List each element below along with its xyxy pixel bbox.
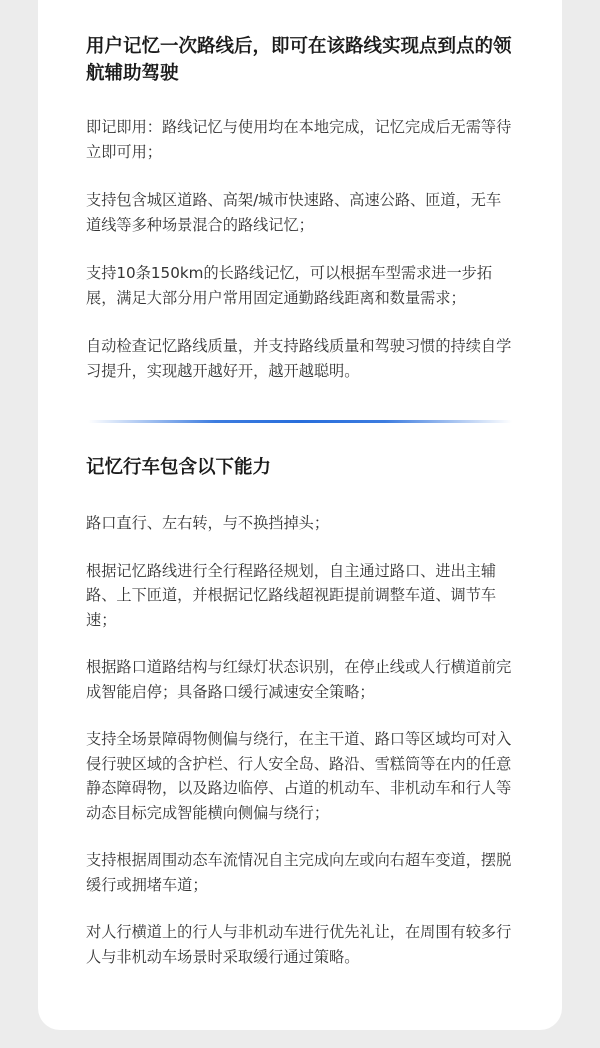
paragraph: 路口直行、左右转，与不换挡掉头； [86, 514, 329, 532]
paragraph: 支持全场景障碍物侧偏与绕行，在主干道、路口等区域均可对入侵行驶区域的含护栏、行人安全岛、路沿、雪糕筒等在内的任意静态障碍物，以及路边临停、占道的机动车、非机动车和行人等动态目标完成智能横向侧偏与绕行； [86, 730, 512, 822]
paragraph: 对人行横道上的行人与非机动车进行优先礼让，在周围有较多行人与非机动车场景时采取缓行通过策略。 [86, 923, 512, 966]
section-route-memory [86, 0, 514, 383]
article-card [38, 0, 562, 1030]
paragraph: 支持包含城区道路、高架/城市快速路、高速公路、匝道，无车道线等多种场景混合的路线记忆； [86, 191, 502, 234]
section-divider [88, 420, 512, 423]
section-title: 用户记忆一次路线后，即可在该路线实现点到点的领航辅助驾驶 [86, 36, 512, 84]
paragraph: 根据记忆路线进行全行程路径规划，自主通过路口、进出主辅路、上下匝道，并根据记忆路线超视距提前调整车道、调节车速； [86, 561, 497, 629]
section-capabilities [86, 454, 518, 992]
paragraph: 即记即用：路线记忆与使用均在本地完成，记忆完成后无需等待立即可用； [86, 118, 512, 161]
paragraph: 自动检查记忆路线质量，并支持路线质量和驾驶习惯的持续自学习提升，实现越开越好开，越开越聪明。 [86, 337, 512, 380]
paragraph: 支持根据周围动态车流情况自主完成向左或向右超车变道，摆脱缓行或拥堵车道； [86, 851, 512, 894]
section-title: 记忆行车包含以下能力 [86, 457, 272, 478]
paragraph: 支持10条150km的长路线记忆，可以根据车型需求进一步拓展，满足大部分用户常用固定通勤路线距离和数量需求； [86, 264, 493, 307]
paragraph: 根据路口道路结构与红绿灯状态识别，在停止线或人行横道前完成智能启停；具备路口缓行减速安全策略； [86, 658, 512, 701]
